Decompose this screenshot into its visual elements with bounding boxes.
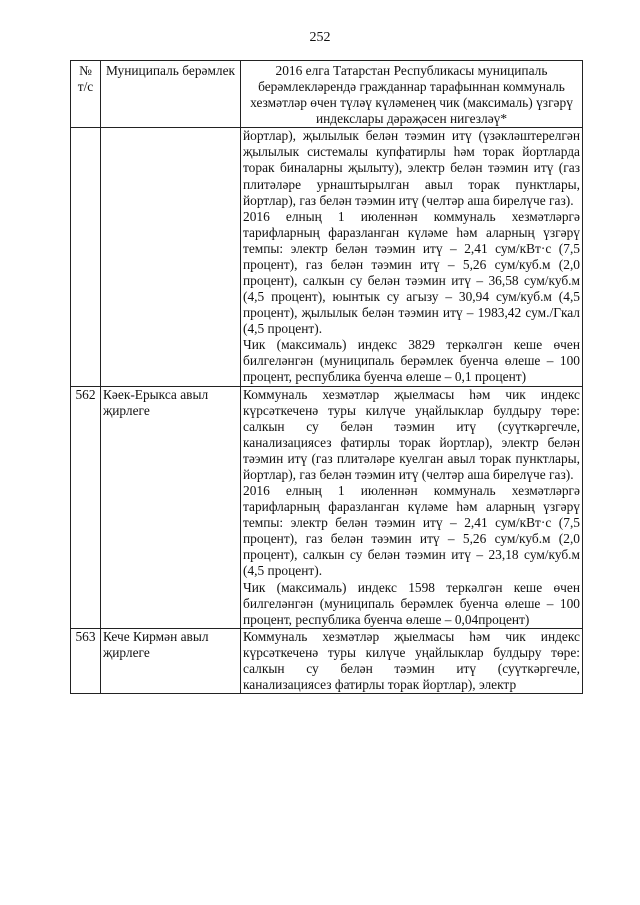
description-paragraph: Коммуналь хезмәтләр җыелмасы һәм чик индекс күрсәткеченә туры килүче уңайлыклар булдыру төре: салкын су белән тәэмин итү (суүткәргечле, канализациясез фатирлы торак йортлар), электр белән тәэмин итү (газ плитәләре куелган авыл торак пунктлары, йортлар), газ белән тәэмин итү (челтәр аша бирелүче газ).: [243, 386, 580, 482]
description-paragraph: Чик (максималь) индекс 3829 теркәлгән кеше өчен билгеләнгән (муниципаль берәмлек буенча өлеше – 100 процент, республика буенча өлеше – 0,1 процент): [243, 337, 580, 385]
description-paragraph: 2016 елның 1 июленнән коммуналь хезмәтләргә тарифларның фаразланган күләме һәм аларның үзгәрү темпы: электр белән тәэмин итү – 2,41 сум/кВт·с (7,5 процент), газ белән тәэмин итү – 5,26 сум/куб.м (2,0 процент), салкын су белән тәэмин итү – 36,58 сум/куб.м (4,5 процент), юынтык су агызу – 30,94 сум/куб.м (4,5 процент), җылылык белән тәэмин итү – 1983,42 сум./Гкал (4,5 процент).: [243, 208, 580, 337]
table-header-row: [71, 61, 583, 128]
description-paragraph: йортлар), җылылык белән тәэмин итү (үзәкләштерелгән җылылык системалы купфатирлы һәм торак йортларда торак биналарны җылыту), электр белән тәэмин итү (газ плитәләре урнаштырылган авыл торак пунктлары, йортлар), газ белән тәэмин итү (челтәр аша бирелүче газ).: [243, 128, 580, 208]
row-number: 563: [71, 628, 101, 693]
description-paragraph: Чик (максималь) индекс 1598 теркәлгән кеше өчен билгеләнгән (муниципаль берәмлек буенча өлеше – 100 процент, республика буенча өлеше – 0,04процент): [243, 579, 580, 627]
row-municipality: Кече Кирмән авыл җирлеге: [101, 628, 241, 693]
header-description: 2016 елга Татарстан Республикасы муниципаль берәмлекләрендә гражданнар тарафыннан коммуналь хезмәтләр өчен түләү күләменең чик (максималь) үзгәрү индекслары дәрәҗәсен нигезләү*: [241, 61, 583, 128]
row-municipality: [101, 128, 241, 386]
table-row: [71, 128, 583, 386]
row-description: [241, 128, 583, 386]
header-municipality: Муниципаль берәмлек: [101, 61, 241, 128]
row-municipality: Кәек-Ерыкса авыл җирлеге: [101, 386, 241, 628]
row-description: [241, 386, 583, 628]
row-number: [71, 128, 101, 386]
table-row: [71, 386, 583, 628]
municipal-index-table: [70, 60, 583, 694]
description-paragraph: Коммуналь хезмәтләр җыелмасы һәм чик индекс күрсәткеченә туры килүче уңайлыклар булдыру төре: салкын су белән тәэмин итү (суүткәргечле, канализациясез фатирлы торак йортлар), электр: [243, 628, 580, 692]
row-description: [241, 628, 583, 693]
row-number: 562: [71, 386, 101, 628]
table-row: [71, 628, 583, 693]
description-paragraph: 2016 елның 1 июленнән коммуналь хезмәтләргә тарифларның фаразланган күләме һәм аларның үзгәрү темпы: электр белән тәэмин итү – 2,41 сум/кВт·с (7,5 процент), газ белән тәэмин итү – 5,26 сум/куб.м (2,0 процент), салкын су белән тәэмин итү – 23,18 сум/куб.м (4,5 процент).: [243, 483, 580, 579]
header-number: № т/с: [71, 61, 101, 128]
page-number: 252: [309, 30, 331, 45]
